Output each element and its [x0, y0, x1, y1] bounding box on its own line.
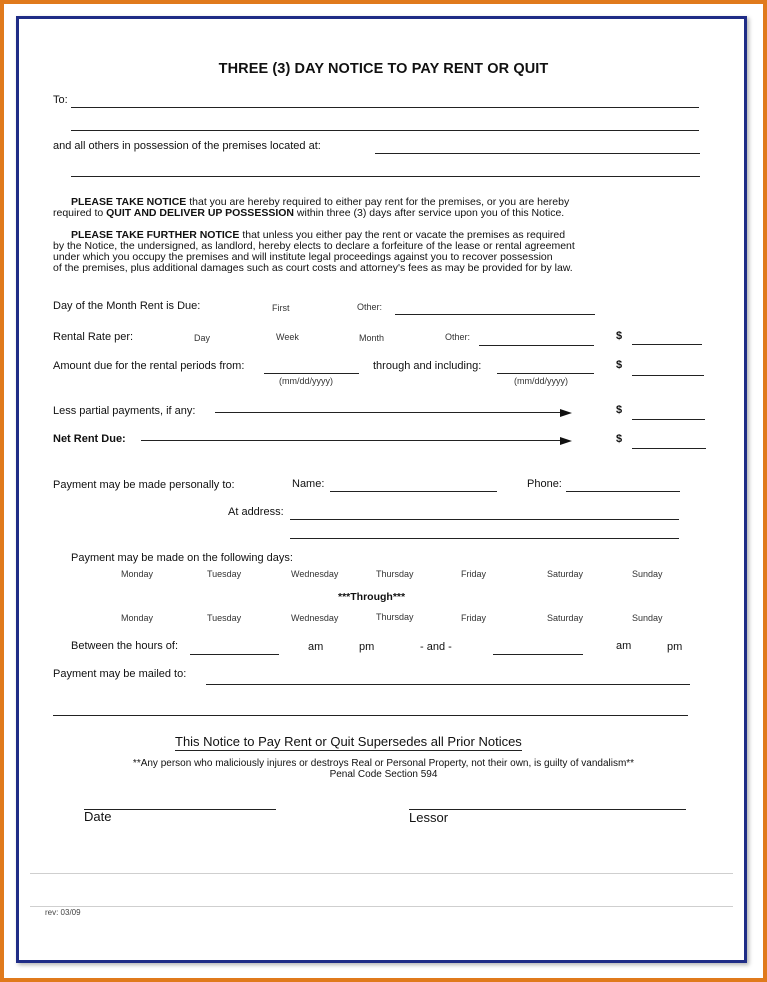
rental-rate-dollar-sign: $ — [616, 330, 623, 342]
footer-divider-1 — [30, 873, 733, 874]
through-separator: ***Through*** — [338, 591, 406, 603]
premises-field-line-2[interactable] — [71, 176, 700, 177]
revision-label: rev: 03/09 — [45, 908, 81, 917]
rental-rate-amount-field[interactable] — [632, 344, 702, 345]
rent-due-label: Day of the Month Rent is Due: — [53, 300, 201, 312]
net-rent-due-label: Net Rent Due: — [53, 433, 126, 445]
through-including-label: through and including: — [373, 360, 482, 372]
notice-bold: PLEASE TAKE NOTICE — [71, 196, 187, 208]
arrow-right-icon — [560, 409, 572, 417]
end-day-monday[interactable]: Monday — [121, 613, 154, 623]
start-day-tuesday[interactable]: Tuesday — [207, 569, 242, 579]
to-label: To: — [53, 94, 68, 106]
net-rent-field[interactable] — [632, 448, 706, 449]
rental-rate-other-field[interactable] — [479, 345, 594, 346]
payee-address-field-1[interactable] — [290, 519, 679, 520]
notice-bold: QUIT AND DELIVER UP POSSESSION — [106, 207, 294, 219]
mail-address-field-1[interactable] — [206, 684, 690, 685]
mailed-label: Payment may be mailed to: — [53, 668, 187, 680]
net-rent-arrow-line — [141, 440, 561, 441]
period-to-field[interactable] — [497, 373, 594, 374]
notice-text: within three (3) days after service upon you of this Notice. — [294, 207, 565, 219]
hours-end-field[interactable] — [493, 654, 583, 655]
end-day-friday[interactable]: Friday — [461, 613, 487, 623]
net-rent-dollar-sign: $ — [616, 433, 623, 445]
end-day-saturday[interactable]: Saturday — [547, 613, 584, 623]
start-day-friday[interactable]: Friday — [461, 569, 487, 579]
to-field-line-1[interactable] — [71, 107, 699, 108]
premises-field-line-1[interactable] — [375, 153, 700, 154]
hours-end-am[interactable]: am — [616, 640, 632, 652]
penal-code: Penal Code Section 594 — [329, 769, 438, 780]
date-signature-line[interactable] — [84, 809, 276, 810]
amount-due-field[interactable] — [632, 375, 704, 376]
amount-due-dollar-sign: $ — [616, 359, 623, 371]
premises-label: and all others in possession of the premises located at: — [53, 140, 321, 152]
payee-phone-label: Phone: — [527, 478, 562, 490]
lessor-signature-line[interactable] — [409, 809, 686, 810]
payment-personal-label: Payment may be made personally to: — [53, 479, 235, 491]
end-day-thursday[interactable]: Thursday — [376, 612, 414, 622]
rental-rate-week-option[interactable]: Week — [276, 332, 299, 342]
period-to-date-hint: (mm/dd/yyyy) — [514, 376, 568, 386]
partial-payments-arrow-line — [215, 412, 561, 413]
rent-due-other-field[interactable] — [395, 314, 595, 315]
hours-label: Between the hours of: — [71, 640, 179, 652]
mail-address-field-2[interactable] — [53, 715, 688, 716]
rental-rate-label: Rental Rate per: — [53, 331, 134, 343]
rental-rate-other-label: Other: — [445, 332, 471, 342]
payee-address-field-2[interactable] — [290, 538, 679, 539]
hours-start-pm[interactable]: pm — [359, 641, 375, 653]
hours-start-am[interactable]: am — [308, 641, 324, 653]
notice-text: that you are hereby required to either pay rent for the premises, or you are hereby — [186, 196, 570, 208]
partial-payments-label: Less partial payments, if any: — [53, 405, 196, 417]
hours-and-separator: - and - — [420, 641, 452, 653]
hours-end-pm[interactable]: pm — [667, 641, 683, 653]
payee-name-field[interactable] — [330, 491, 497, 492]
start-day-sunday[interactable]: Sunday — [632, 569, 663, 579]
footer-divider-2 — [30, 906, 733, 907]
start-day-monday[interactable]: Monday — [121, 569, 154, 579]
period-from-date-hint: (mm/dd/yyyy) — [279, 376, 333, 386]
notice-paragraph-1-line-2 — [53, 208, 564, 219]
start-day-wednesday[interactable]: Wednesday — [291, 569, 339, 579]
payment-days-label: Payment may be made on the following days: — [71, 552, 293, 564]
notice-text: that unless you either pay the rent or vacate the premises as required — [239, 229, 566, 241]
start-day-thursday[interactable]: Thursday — [376, 569, 414, 579]
end-day-tuesday[interactable]: Tuesday — [207, 613, 242, 623]
rental-rate-day-option[interactable]: Day — [194, 333, 211, 343]
to-field-line-2[interactable] — [71, 130, 699, 131]
date-label: Date — [84, 809, 112, 824]
vandalism-warning: **Any person who maliciously injures or destroys Real or Personal Property, not their own, is guilty of vandalism** — [132, 758, 635, 769]
notice-paragraph-2-line-4: of the premises, plus additional damages such as court costs and attorney's fees as may be provided for by law. — [53, 262, 573, 274]
payee-address-label: At address: — [228, 506, 284, 518]
page-title: THREE (3) DAY NOTICE TO PAY RENT OR QUIT — [218, 61, 549, 77]
partial-payments-dollar-sign: $ — [616, 404, 623, 416]
notice-text: required to — [53, 207, 107, 219]
notice-paragraph-2-line-2: by the Notice, the undersigned, as landlord, hereby elects to declare a forfeiture of the lease or rental agreement — [53, 240, 575, 252]
rent-due-other-label: Other: — [357, 302, 383, 312]
hours-start-field[interactable] — [190, 654, 279, 655]
notice-paragraph-2-line-3: under which you occupy the premises and will institute legal proceedings against you to recover possession — [53, 251, 553, 263]
notice-bold: PLEASE TAKE FURTHER NOTICE — [71, 229, 240, 241]
arrow-right-icon — [560, 437, 572, 445]
start-day-saturday[interactable]: Saturday — [547, 569, 584, 579]
period-from-field[interactable] — [264, 373, 359, 374]
rent-due-first-option[interactable]: First — [272, 303, 290, 313]
end-day-sunday[interactable]: Sunday — [632, 613, 663, 623]
partial-payments-field[interactable] — [632, 419, 705, 420]
supersedes-notice: This Notice to Pay Rent or Quit Supersedes all Prior Notices — [175, 734, 522, 749]
rental-rate-month-option[interactable]: Month — [359, 333, 385, 343]
payee-name-label: Name: — [292, 478, 325, 490]
end-day-wednesday[interactable]: Wednesday — [291, 613, 339, 623]
amount-due-label: Amount due for the rental periods from: — [53, 360, 245, 372]
lessor-label: Lessor — [409, 810, 449, 825]
payee-phone-field[interactable] — [566, 491, 680, 492]
